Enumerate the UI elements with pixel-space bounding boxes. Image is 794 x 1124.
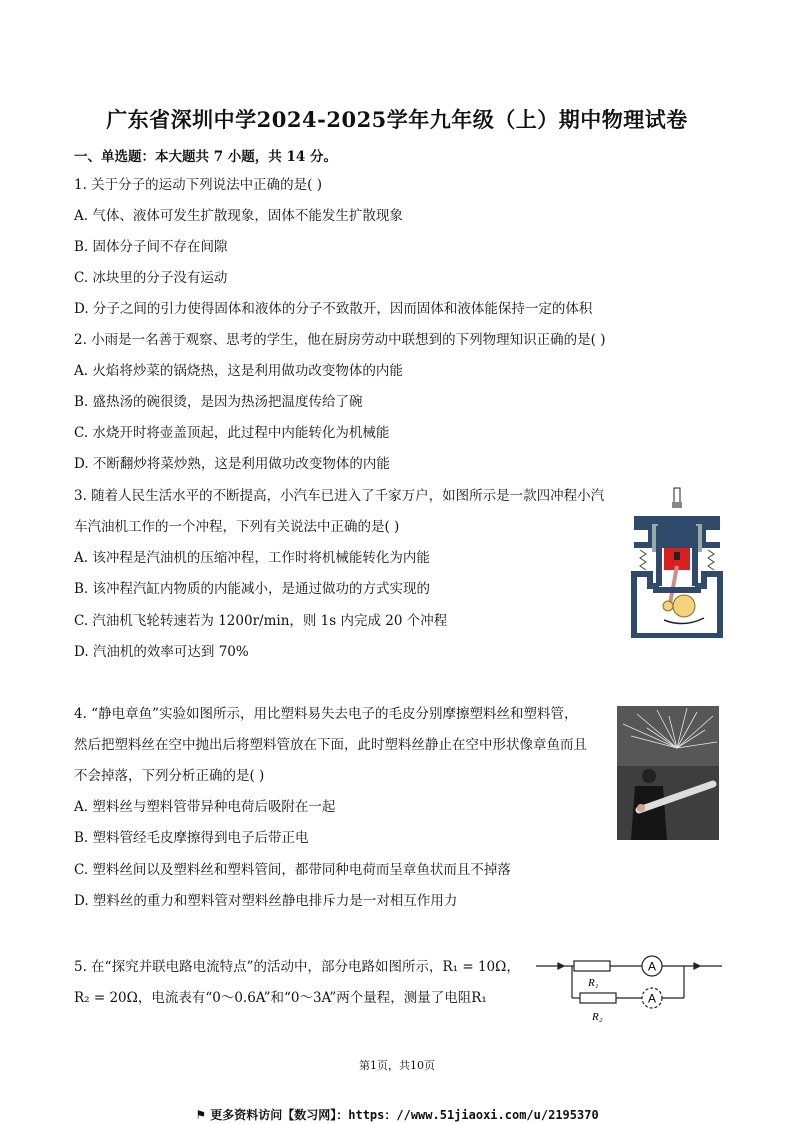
q4-option-b: B. 塑料管经毛皮摩擦得到电子后带正电: [74, 830, 309, 846]
q4-option-d: D. 塑料丝的重力和塑料管对塑料丝静电排斥力是一对相互作用力: [74, 893, 458, 909]
q4-stem-line3: 不会掉落，下列分析正确的是( ): [74, 768, 265, 784]
footer-ad-line: [0, 1106, 794, 1123]
section-heading: 一、单选题：本大题共 7 小题，共 14 分。: [74, 149, 337, 165]
page-number: 第1页，共10页: [359, 1059, 435, 1072]
static-octopus-photo: [617, 706, 719, 840]
q2-stem: 2. 小雨是一名善于观察、思考的学生，他在厨房劳动中联想到的下列物理知识正确的是( ): [74, 332, 606, 348]
q5-stem-line1: 5. 在“探究并联电路电流特点”的活动中，部分电路如图所示，R₁ = 10Ω，: [74, 959, 520, 975]
flag-icon: ⚑: [195, 1108, 211, 1122]
q1-option-b: B. 固体分子间不存在间隙: [74, 239, 228, 255]
ammeter-label-main: A: [647, 959, 657, 974]
q3-stem-line2: 车汽油机工作的一个冲程，下列有关说法中正确的是( ): [74, 519, 400, 535]
q3-option-d: D. 汽油机的效率可达到 70%: [74, 644, 249, 660]
resistor-label-r2: R₂: [592, 1011, 603, 1023]
q4-option-a: A. 塑料丝与塑料管带异种电荷后吸附在一起: [74, 799, 336, 815]
q5-stem-line2: R₂ = 20Ω，电流表有“0～0.6A”和“0～3A”两个量程，测量了电阻R₁: [74, 990, 487, 1006]
q2-option-c: C. 水烧开时将壶盖顶起，此过程中内能转化为机械能: [74, 425, 390, 441]
q4-stem-line2: 然后把塑料丝在空中抛出后将塑料管放在下面，此时塑料丝静止在空中形状像章鱼而且: [74, 737, 587, 753]
ammeter-label-branch: A: [647, 991, 657, 1006]
q2-option-a: A. 火焰将炒菜的锅烧热，这是利用做功改变物体的内能: [74, 363, 403, 379]
footer-ad-text: 更多资料访问【数习网】：https：//www.51jiaoxi.com/u/2195370: [210, 1108, 599, 1122]
q3-option-a: A. 该冲程是汽油机的压缩冲程，工作时将机械能转化为内能: [74, 550, 430, 566]
q3-stem-line1: 3. 随着人民生活水平的不断提高，小汽车已进入了千家万户，如图所示是一款四冲程小汽: [74, 488, 605, 504]
page-title: 广东省深圳中学2024-2025学年九年级（上）期中物理试卷: [106, 107, 688, 132]
q3-option-b: B. 该冲程汽缸内物质的内能减小，是通过做功的方式实现的: [74, 581, 431, 597]
q4-stem-line1: 4. “静电章鱼”实验如图所示，用比塑料易失去电子的毛皮分别摩擦塑料丝和塑料管，: [74, 706, 578, 722]
q1-option-a: A. 气体、液体可发生扩散现象，固体不能发生扩散现象: [74, 208, 403, 224]
q1-option-c: C. 冰块里的分子没有运动: [74, 270, 228, 286]
q2-option-b: B. 盛热汤的碗很烫，是因为热汤把温度传给了碗: [74, 394, 363, 410]
q1-stem: 1. 关于分子的运动下列说法中正确的是( ): [74, 177, 322, 193]
q1-option-d: D. 分子之间的引力使得固体和液体的分子不致散开，因而固体和液体能保持一定的体积: [74, 301, 593, 317]
parallel-circuit-figure: [536, 954, 722, 1030]
resistor-label-r1: R₁: [588, 977, 599, 989]
q4-option-c: C. 塑料丝间以及塑料丝和塑料管间，都带同种电荷而呈章鱼状而且不掉落: [74, 862, 511, 878]
engine-cylinder-figure: [628, 486, 726, 638]
q2-option-d: D. 不断翻炒将菜炒熟，这是利用做功改变物体的内能: [74, 456, 390, 472]
q3-option-c: C. 汽油机飞轮转速若为 1200r/min，则 1s 内完成 20 个冲程: [74, 613, 448, 629]
